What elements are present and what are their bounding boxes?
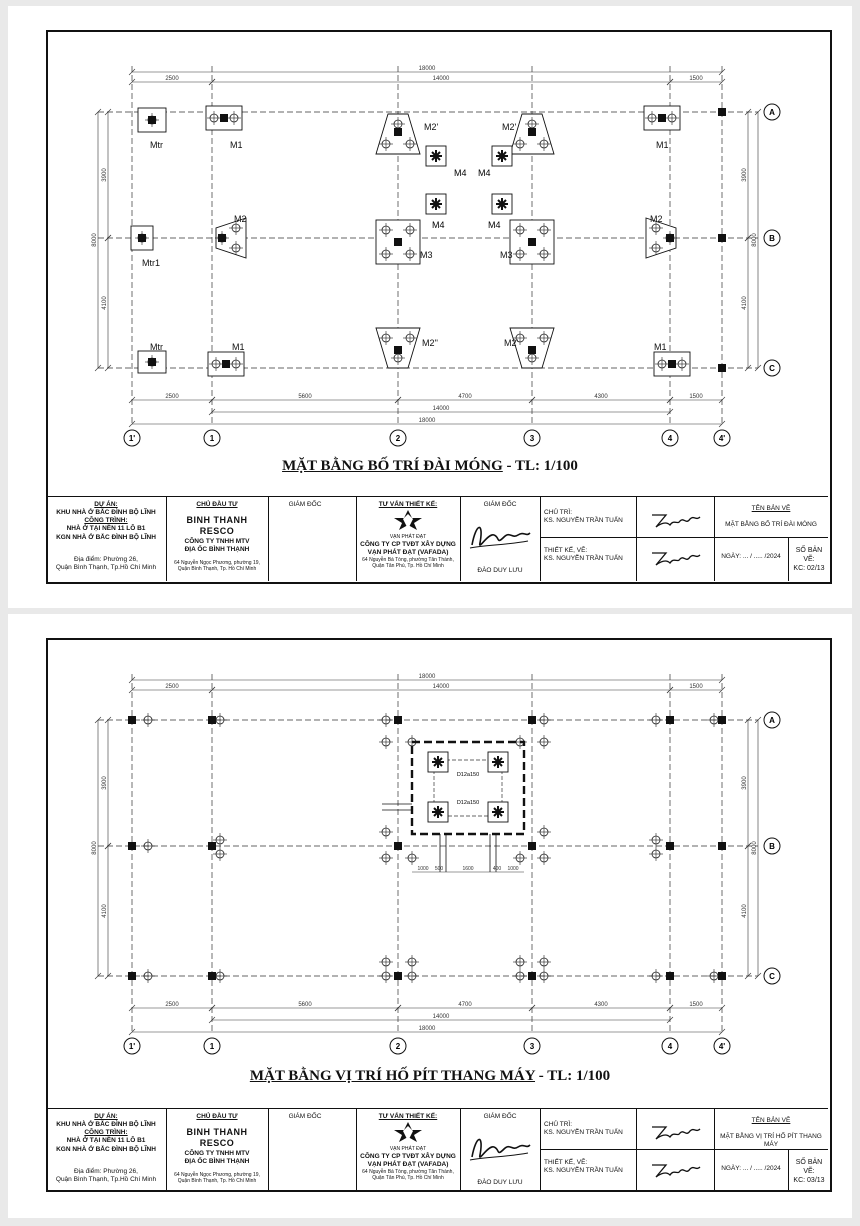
dimension-text: 4100	[102, 296, 108, 310]
logo-line-1: BINH THANH	[186, 515, 248, 526]
investor-name: CÔNG TY TNHH MTV	[184, 1149, 250, 1157]
pile-cap-label: M1	[230, 140, 243, 150]
drawing-title-main: MẶT BẰNG BỐ TRÍ ĐÀI MÓNG	[282, 458, 503, 474]
date-cell	[716, 553, 786, 561]
column	[528, 716, 536, 724]
dimension-text: 1000	[417, 866, 429, 872]
dimension-layer	[92, 674, 761, 1035]
dimension-text: 1500	[689, 394, 703, 400]
work-name-2: KGN NHÀ Ở BẮC ĐÌNH BỘ LĨNH	[56, 1145, 156, 1153]
director2-cell	[462, 501, 538, 579]
chief-cell	[544, 1121, 632, 1137]
sheet-number-cell	[790, 547, 828, 573]
grid-label-C: C	[769, 364, 775, 373]
dimension-text: 3900	[742, 168, 748, 182]
pile-cap-label: M2	[650, 214, 663, 224]
title-block	[48, 496, 828, 581]
drawing-title-scale: - TL: 1/100	[538, 1068, 611, 1084]
sheet-number: KC: 02/13	[793, 564, 825, 572]
chief-cell	[544, 509, 632, 525]
director2-cell	[462, 1113, 538, 1191]
dimension-text: 4100	[742, 904, 748, 918]
divider	[166, 497, 167, 581]
pile-cap-label: Mtr	[150, 140, 163, 150]
divider	[714, 537, 828, 538]
director2-label: GIÁM ĐỐC	[483, 1113, 517, 1120]
sheet-name-label: TÊN BẢN VẼ	[751, 505, 791, 512]
work-label: CÔNG TRÌNH:	[84, 1129, 128, 1137]
column	[658, 114, 666, 122]
designer-cell	[544, 1159, 632, 1175]
column	[718, 972, 726, 980]
divider	[714, 1109, 715, 1191]
column	[148, 358, 156, 366]
dimension-text: 18000	[418, 66, 436, 72]
column	[128, 972, 136, 980]
dimension-text: 4700	[458, 1002, 472, 1008]
grid-label-A: A	[769, 108, 775, 117]
column	[528, 842, 536, 850]
column	[394, 972, 402, 980]
rebar-label: D12a150	[456, 772, 480, 778]
divider	[166, 1109, 167, 1191]
dimension-text: 2500	[165, 1002, 179, 1008]
investor-address: 64 Nguyễn Ngọc Phương, phường 19,	[174, 1171, 260, 1178]
grid-label-col: 4'	[718, 434, 726, 443]
work-label: CÔNG TRÌNH:	[84, 517, 128, 525]
drawing-sheet-2	[8, 614, 852, 1218]
divider	[636, 497, 637, 581]
grid-label-col: 1'	[128, 1042, 136, 1051]
drawing-title-scale: - TL: 1/100	[506, 458, 578, 474]
dimension-text: 8000	[92, 233, 98, 247]
grid-label-col: 1'	[128, 434, 136, 443]
designer-name: KS. NGUYỄN TRẦN TUẤN	[544, 1167, 623, 1175]
project-name: KHU NHÀ Ở BẮC ĐÌNH BỘ LĨNH	[56, 1121, 156, 1129]
sheet-name-cell	[716, 505, 826, 529]
pile-cap-layer	[131, 106, 726, 376]
divider	[540, 1109, 541, 1191]
chief-label: CHỦ TRÌ:	[544, 509, 573, 516]
grid-label-B: B	[769, 842, 775, 851]
consultant-name-2: VẠN PHÁT ĐẠT (VAFADA)	[367, 1160, 449, 1168]
column	[218, 234, 226, 242]
column	[528, 238, 536, 246]
divider	[268, 1109, 269, 1191]
dimension-text: 1500	[689, 684, 703, 690]
sheet-number-label: SỐ BẢN VẼ:	[795, 547, 823, 563]
column	[718, 842, 726, 850]
divider	[636, 1109, 637, 1191]
dimension-text: 1000	[507, 866, 519, 872]
dimension-text: 14000	[432, 1014, 450, 1020]
elevator-pit-plan	[8, 614, 852, 1084]
dimension-text: 1500	[689, 1002, 703, 1008]
grid-label-col: 2	[395, 434, 401, 443]
dimension-text: 4100	[742, 296, 748, 310]
column	[528, 346, 536, 354]
grid-label-col: 3	[529, 1042, 535, 1051]
column	[394, 842, 402, 850]
dimension-text: 400	[492, 866, 502, 872]
divider	[356, 1109, 357, 1191]
consultant-address: 64 Nguyễn Bá Tòng, phường Tân Thành,	[362, 556, 454, 563]
divider	[540, 537, 714, 538]
column	[222, 360, 230, 368]
column	[666, 234, 674, 242]
drawing-title	[8, 1068, 852, 1085]
sheet-number-cell	[790, 1159, 828, 1185]
pile-cap-label: M2	[234, 214, 247, 224]
location-2: Quận Bình Thạnh, Tp.Hồ Chí Minh	[55, 1175, 157, 1183]
column	[666, 716, 674, 724]
grid-layer	[98, 674, 780, 1054]
divider	[268, 497, 269, 581]
sheet-name: MẶT BẰNG VỊ TRÍ HỐ PÍT THANG MÁY	[720, 1133, 822, 1149]
column	[208, 842, 216, 850]
location: Địa điểm: Phường 26,	[74, 1167, 138, 1175]
pile-cap-label: M3	[420, 250, 433, 260]
work-name: NHÀ Ở TẠI NỀN 11 LÔ B1	[66, 525, 146, 533]
grid-label-col: 2	[395, 1042, 401, 1051]
dimension-text: 8000	[92, 841, 98, 855]
investor-name: CÔNG TY TNHH MTV	[184, 537, 250, 545]
designer-name: KS. NGUYỄN TRẦN TUẤN	[544, 555, 623, 563]
grid-label-col: 4	[667, 1042, 673, 1051]
pile-cap-label: M1	[654, 342, 667, 352]
dimension-text: 2500	[165, 684, 179, 690]
column	[718, 234, 726, 242]
column	[128, 842, 136, 850]
director2-name: ĐÀO DUY LƯU	[477, 566, 523, 574]
dimension-text: 14000	[432, 406, 450, 412]
grid-label-col: 1	[209, 1042, 215, 1051]
chief-name: KS. NGUYỄN TRẦN TUẤN	[544, 1129, 623, 1137]
dimension-text: 3900	[742, 776, 748, 790]
logo-line-2: RESCO	[199, 1138, 235, 1149]
consultant-address-2: Quận Tân Phú, Tp. Hồ Chí Minh	[372, 1175, 444, 1181]
designer-label: THIẾT KẾ, VẼ:	[544, 547, 588, 554]
director2-label: GIÁM ĐỐC	[483, 501, 517, 508]
project-cell	[50, 501, 162, 572]
column	[220, 114, 228, 122]
location: Địa điểm: Phường 26,	[74, 555, 138, 563]
column	[718, 364, 726, 372]
divider	[460, 497, 461, 581]
dimension-text: 2500	[165, 76, 179, 82]
consultant-cell	[358, 1113, 458, 1181]
pile-cap-label: M2'	[424, 122, 439, 132]
column	[394, 346, 402, 354]
dimension-text: 5600	[298, 1002, 312, 1008]
grid-label-col: 4'	[718, 1042, 726, 1051]
designer-label: THIẾT KẾ, VẼ:	[544, 1159, 588, 1166]
dimension-text: 1500	[689, 76, 703, 82]
consultant-label: TƯ VẤN THIẾT KẾ:	[378, 1113, 438, 1120]
signature-director	[466, 1127, 534, 1167]
column	[668, 360, 676, 368]
dimension-text: 4300	[594, 1002, 608, 1008]
column	[208, 716, 216, 724]
drawing-title	[8, 458, 852, 475]
consultant-address: 64 Nguyễn Bá Tòng, phường Tân Thành,	[362, 1168, 454, 1175]
column	[394, 716, 402, 724]
grid-label-col: 1	[209, 434, 215, 443]
dimension-text: 4100	[102, 904, 108, 918]
pile-cap-label: M1	[232, 342, 245, 352]
date-cell	[716, 1165, 786, 1173]
dimension-text: 14000	[432, 76, 450, 82]
divider	[714, 1149, 828, 1150]
project-label: DỰ ÁN:	[94, 501, 118, 508]
date: NGÀY: ... / ..... /2024	[721, 553, 781, 560]
dimension-text: 8000	[752, 841, 758, 855]
column	[394, 238, 402, 246]
project-cell	[50, 1113, 162, 1184]
pile-cap-label: M2'	[502, 122, 517, 132]
sheet-name-cell	[716, 1117, 826, 1149]
grid-label-A: A	[769, 716, 775, 725]
dimension-text: 3900	[102, 168, 108, 182]
dimension-text: 5600	[298, 394, 312, 400]
grid-label-B: B	[769, 234, 775, 243]
dimension-text: 18000	[418, 1026, 436, 1032]
divider	[714, 497, 715, 581]
column	[718, 108, 726, 116]
pile-cap-label: M4	[454, 168, 467, 178]
investor-label: CHỦ ĐẦU TƯ	[196, 1113, 238, 1120]
dimension-text: 8000	[752, 233, 758, 247]
investor-address-2: Quận Bình Thạnh, Tp. Hồ Chí Minh	[177, 566, 257, 573]
divider	[460, 1109, 461, 1191]
dimension-text: 18000	[418, 418, 436, 424]
signature-designer	[648, 1157, 702, 1181]
divider	[356, 497, 357, 581]
foundation-plan	[8, 6, 852, 476]
rebar-label: D12a150	[456, 800, 480, 806]
pile-cap-label: M2''	[422, 338, 438, 348]
dimension-text: 1600	[462, 866, 474, 872]
sheet-name: MẶT BẰNG BỐ TRÍ ĐÀI MÓNG	[725, 521, 817, 529]
sheet-number-label: SỐ BẢN VẼ:	[795, 1159, 823, 1175]
investor-name-2: ĐỊA ỐC BÌNH THẠNH	[184, 545, 250, 553]
project-name: KHU NHÀ Ở BẮC ĐÌNH BỘ LĨNH	[56, 509, 156, 517]
investor-logo	[168, 515, 266, 538]
director-cell	[270, 501, 340, 509]
sheet-number: KC: 03/13	[793, 1176, 825, 1184]
consultant-brand: VẠN PHÁT ĐẠT	[389, 1146, 427, 1153]
drawing-title-main: MẶT BẰNG VỊ TRÍ HỐ PÍT THANG MÁY	[249, 1068, 536, 1084]
column	[148, 116, 156, 124]
dimension-text: 2500	[165, 394, 179, 400]
director2-name: ĐÀO DUY LƯU	[477, 1178, 523, 1186]
consultant-label: TƯ VẤN THIẾT KẾ:	[378, 501, 438, 508]
dimension-text: 500	[434, 866, 444, 872]
grid-label-C: C	[769, 972, 775, 981]
chief-name: KS. NGUYỄN TRẦN TUẤN	[544, 517, 623, 525]
pile-cap-label: Mtr1	[142, 258, 160, 268]
dimension-text: 4300	[594, 394, 608, 400]
column	[718, 716, 726, 724]
date: NGÀY: ... / ..... /2024	[721, 1165, 781, 1172]
column	[528, 972, 536, 980]
logo-line-2: RESCO	[199, 526, 235, 537]
column	[666, 972, 674, 980]
director-label: GIÁM ĐỐC	[288, 501, 322, 508]
column	[394, 128, 402, 136]
column	[208, 972, 216, 980]
chief-label: CHỦ TRÌ:	[544, 1121, 573, 1128]
designer-cell	[544, 547, 632, 563]
investor-name-2: ĐỊA ỐC BÌNH THẠNH	[184, 1157, 250, 1165]
consultant-name: CÔNG TY CP TVĐT XÂY DỰNG	[360, 1152, 456, 1160]
pile-cap-label: M4	[478, 168, 491, 178]
director-label: GIÁM ĐỐC	[288, 1113, 322, 1120]
work-name: NHÀ Ở TẠI NỀN 11 LÔ B1	[66, 1137, 146, 1145]
investor-logo	[168, 1127, 266, 1150]
star-logo-icon	[393, 509, 423, 531]
consultant-brand: VẠN PHÁT ĐẠT	[389, 534, 427, 541]
consultant-name-2: VẠN PHÁT ĐẠT (VAFADA)	[367, 548, 449, 556]
column	[528, 128, 536, 136]
divider	[788, 1149, 789, 1191]
drawing-sheet-1	[8, 6, 852, 608]
grid-label-col: 3	[529, 434, 535, 443]
divider	[788, 537, 789, 581]
divider	[540, 497, 541, 581]
pile-cap-label: Mtr	[150, 342, 163, 352]
consultant-address-2: Quận Tân Phú, Tp. Hồ Chí Minh	[372, 563, 444, 569]
dimension-text: 18000	[418, 674, 436, 680]
pile-cap-label: M1	[656, 140, 669, 150]
investor-address-2: Quận Bình Thạnh, Tp. Hồ Chí Minh	[177, 1178, 257, 1185]
signature-chief	[648, 507, 702, 531]
column	[128, 716, 136, 724]
investor-address: 64 Nguyễn Ngọc Phương, phường 19,	[174, 559, 260, 566]
pile-cap-label: M4	[488, 220, 501, 230]
investor-label: CHỦ ĐẦU TƯ	[196, 501, 238, 508]
consultant-name: CÔNG TY CP TVĐT XÂY DỰNG	[360, 540, 456, 548]
signature-designer	[648, 545, 702, 569]
pile-cap-label: M3	[500, 250, 513, 260]
signature-director	[466, 515, 534, 555]
dimension-text: 3900	[102, 776, 108, 790]
column	[666, 842, 674, 850]
pile-cap-label: M4	[432, 220, 445, 230]
signature-chief	[648, 1119, 702, 1143]
grid-label-col: 4	[667, 434, 673, 443]
dimension-text: 14000	[432, 684, 450, 690]
consultant-cell	[358, 501, 458, 569]
investor-cell	[168, 501, 266, 572]
location-2: Quận Bình Thạnh, Tp.Hồ Chí Minh	[55, 563, 157, 571]
work-name-2: KGN NHÀ Ở BẮC ĐÌNH BỘ LĨNH	[56, 533, 156, 541]
star-logo-icon	[393, 1121, 423, 1143]
director-cell	[270, 1113, 340, 1121]
pile-layer	[128, 713, 726, 983]
column	[138, 234, 146, 242]
logo-line-1: BINH THANH	[186, 1127, 248, 1138]
divider	[540, 1149, 714, 1150]
title-block	[48, 1108, 828, 1191]
sheet-name-label: TÊN BẢN VẼ	[751, 1117, 791, 1124]
project-label: DỰ ÁN:	[94, 1113, 118, 1120]
dimension-text: 4700	[458, 394, 472, 400]
investor-cell	[168, 1113, 266, 1184]
pile-cap-label: M2'	[504, 338, 519, 348]
